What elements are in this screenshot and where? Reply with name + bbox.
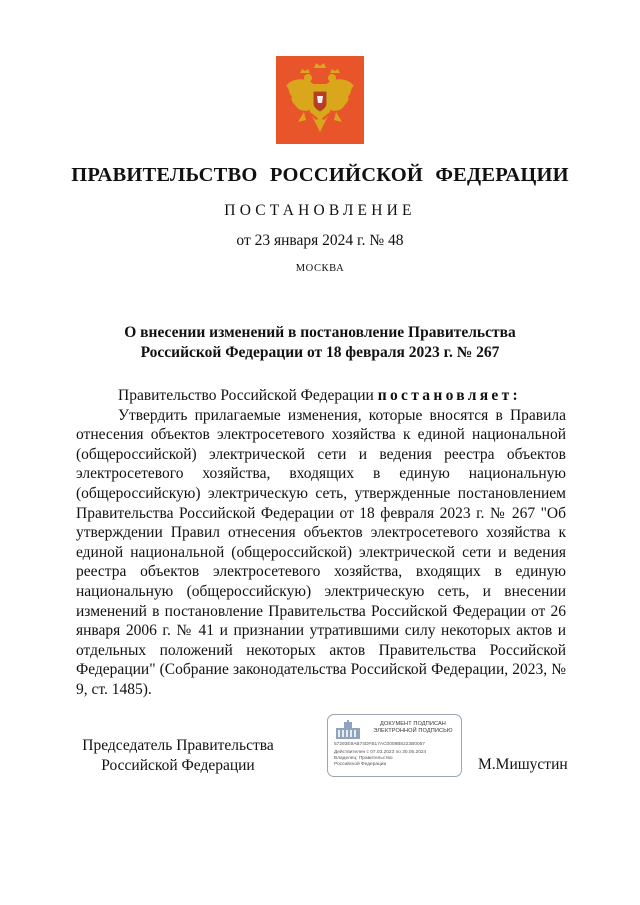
signatory-position-line-1: Председатель Правительства [82, 737, 274, 754]
coat-of-arms-emblem [276, 56, 364, 144]
stamp-title-line-1: ДОКУМЕНТ ПОДПИСАН [380, 721, 446, 727]
emblem-building-icon [335, 720, 361, 740]
signatory-name: М.Мишустин [478, 756, 568, 773]
government-title: ПРАВИТЕЛЬСТВО РОССИЙСКОЙ ФЕДЕРАЦИИ [71, 164, 569, 186]
heading-line-1: О внесении изменений в постановление Правительства [124, 324, 516, 341]
document-heading [0, 323, 640, 363]
document-date-number: от 23 января 2024 г. № 48 [236, 232, 404, 249]
electronic-signature-stamp [327, 714, 462, 777]
decree-word: постановляет: [377, 387, 521, 404]
decree-paragraph: Утвердить прилагаемые изменения, которые вносятся в Правила отнесения объектов электросетевого хозяйства к единой национальной (общероссийской) электрической сети и ведения реестра объектов электросетевого хозяйства, входящих в единую национальную (общероссийскую) электрическую сеть, утвержденные постановлением Правительства Российской Федерации от 18 февраля 2023 г. № 267 "Об утверждении Правил отнесения объектов электросетевого хозяйства к единой национальной (общероссийской) электрической сети и ведения реестра объектов электросетевого хозяйства, входящих в единую национальную (общероссийскую) электрическую сеть, и внесении изменений в постановление Правительства Российской Федерации от 26 января 2006 г. № 41 и признании утратившими силу некоторых актов и отдельных положений некоторых актов Правительства Российской Федерации" (Собрание законодательства Российской Федерации, 2023, № 9, ст. 1485). [76, 406, 566, 698]
document-body [76, 386, 566, 700]
stamp-title [368, 721, 458, 735]
stamp-validity: Действителен с 07.03.2023 по 30.05.2024 [334, 750, 427, 755]
signatory-position-line-2: Российской Федерации [101, 757, 255, 774]
stamp-details [334, 750, 459, 768]
signatory-position [78, 736, 278, 776]
heading-line-2: Российской Федерации от 18 февраля 2023 г. № 267 [140, 344, 500, 361]
document-type: ПОСТАНОВЛЕНИЕ [224, 202, 416, 219]
document-city: МОСКВА [295, 263, 345, 274]
stamp-title-line-2: ЭЛЕКТРОННОЙ ПОДПИСЬЮ [373, 728, 453, 734]
decree-intro-text: Правительство Российской Федерации [118, 387, 378, 404]
decree-intro [76, 386, 566, 406]
stamp-owner: Владелец: Правительство Российской Федерации [334, 756, 393, 767]
stamp-certificate: 57293E9AB74DFB17AC0008B8223B0057 [334, 742, 425, 747]
